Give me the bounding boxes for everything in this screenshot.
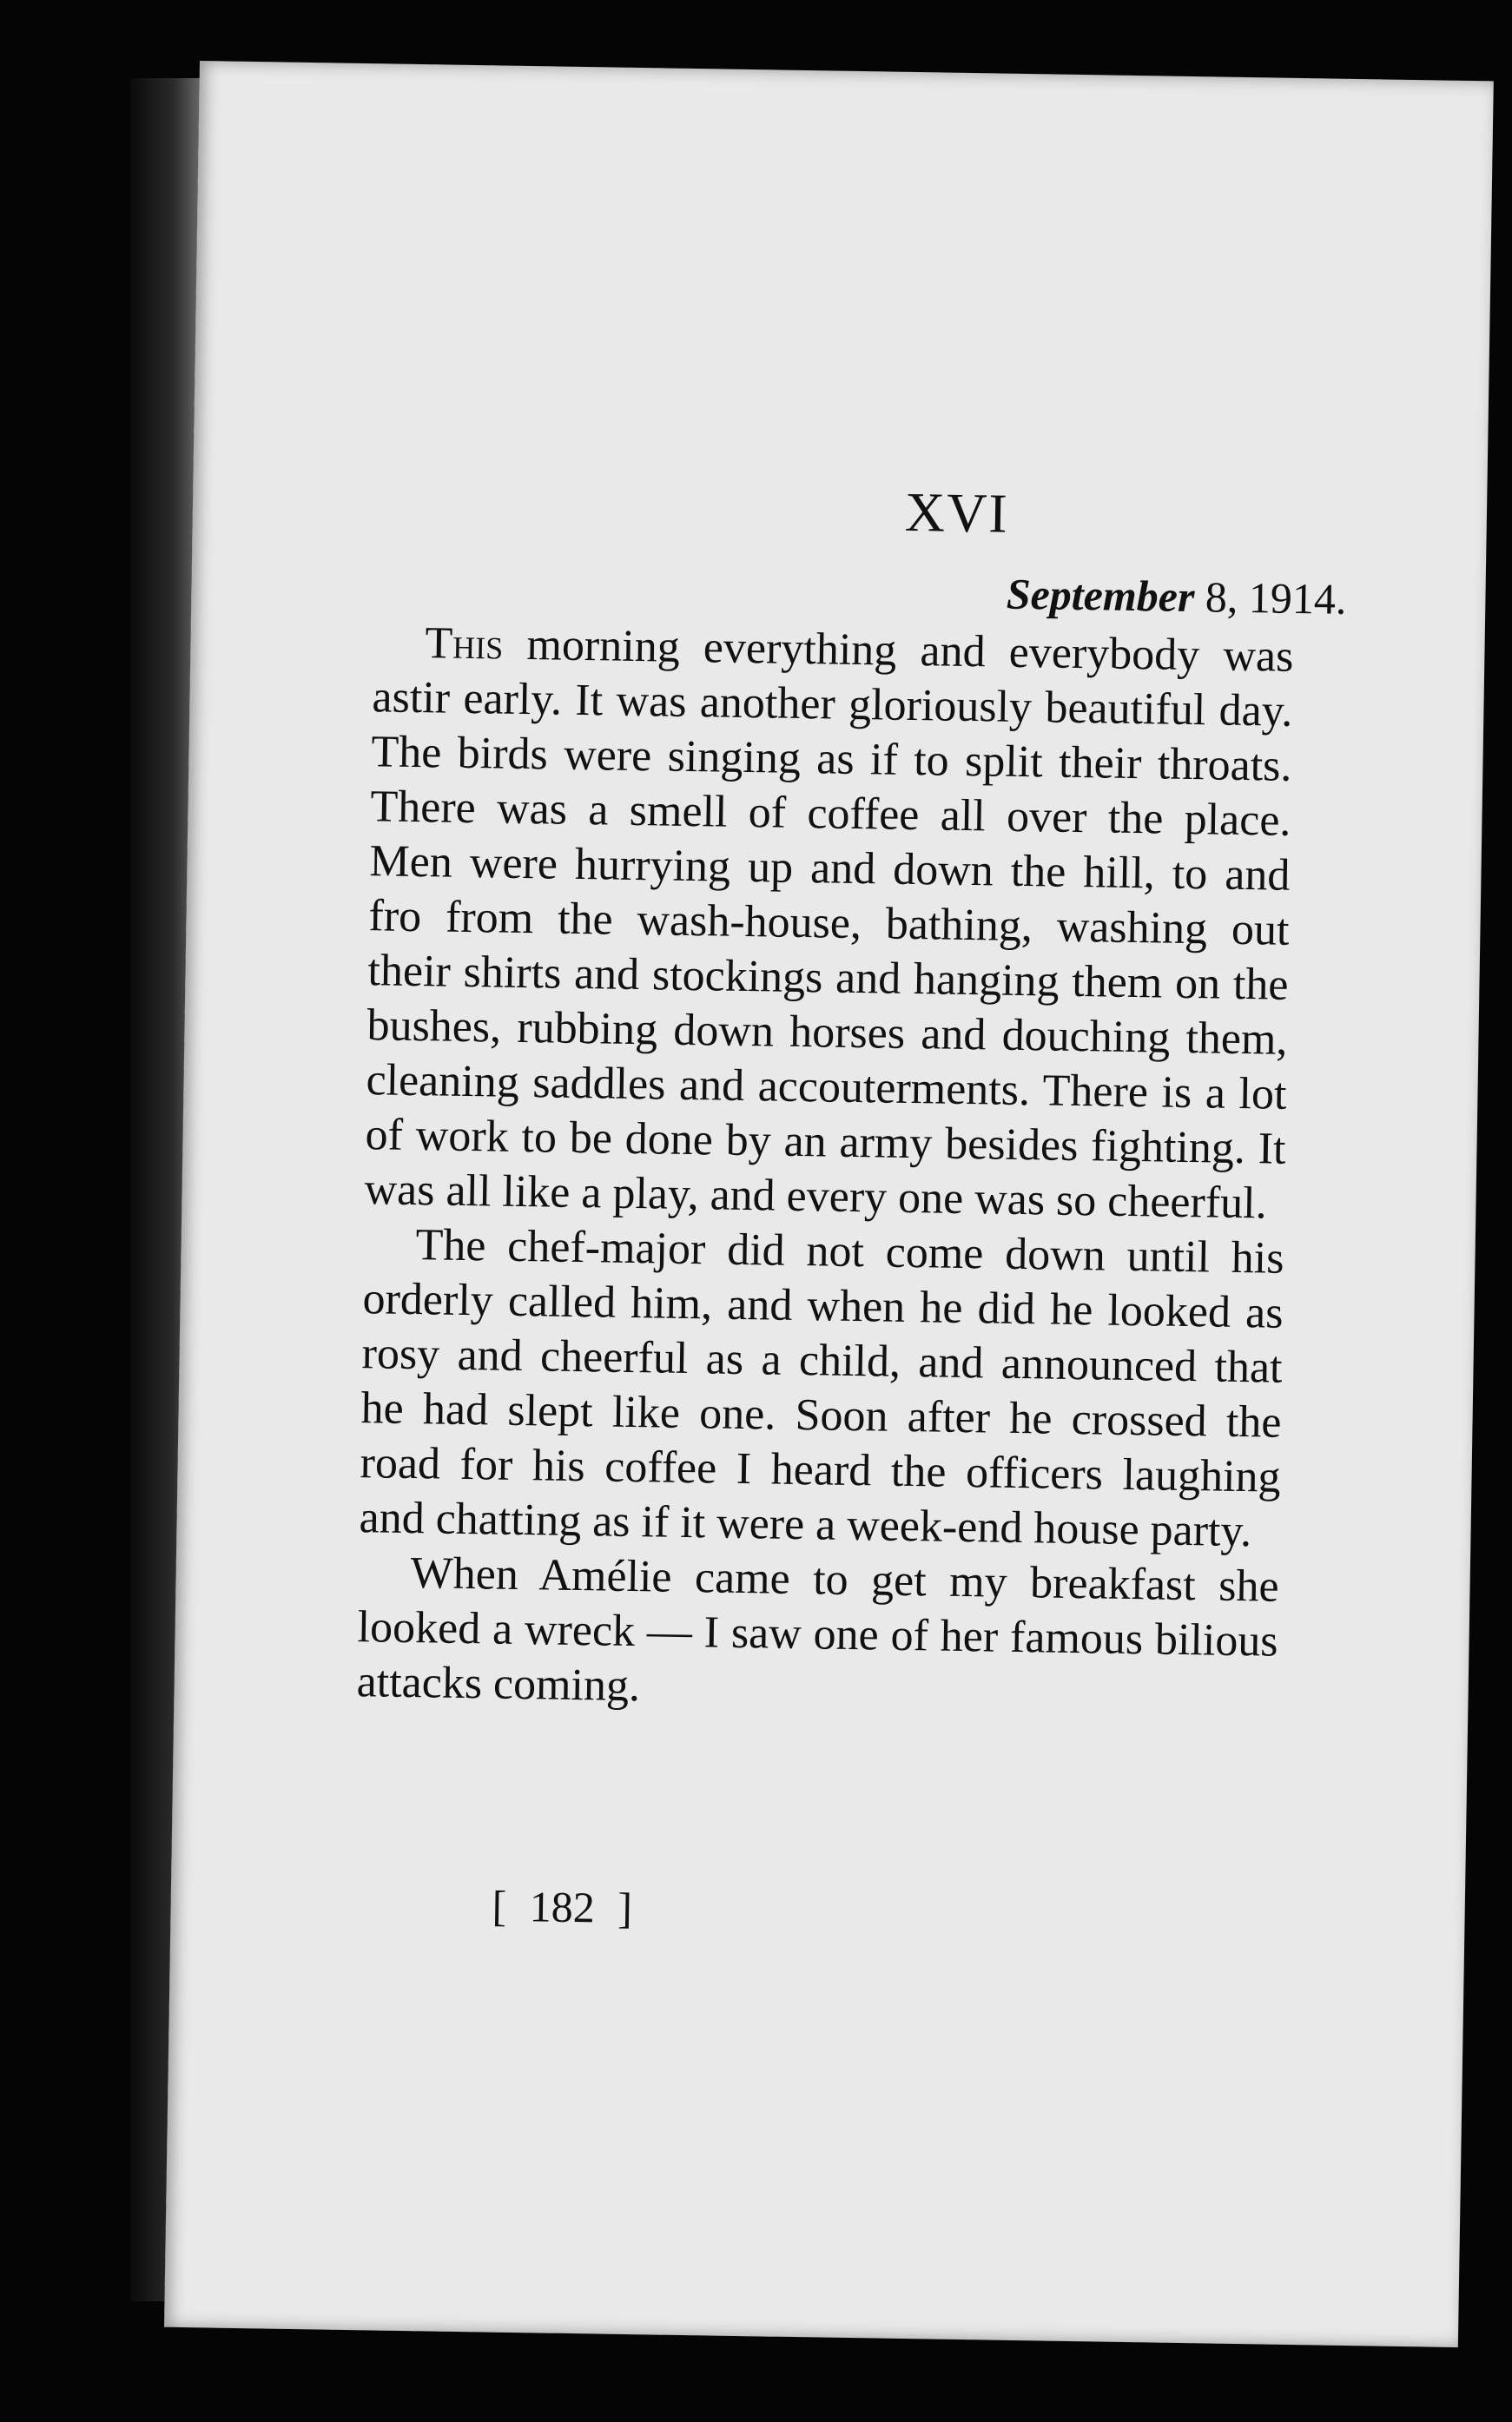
chapter-number: XVI xyxy=(904,480,1010,544)
paragraph-3: When Amélie came to get my breakfast she looked a wreck — I saw one of her famous bilious attacks coming. xyxy=(356,1548,1279,1712)
paragraph-lead-word: This xyxy=(425,618,504,670)
body-text xyxy=(356,615,1294,1723)
date-rest: 8, 1914. xyxy=(1194,572,1347,624)
page-number: [ 182 ] xyxy=(492,1881,633,1933)
book-page xyxy=(164,61,1494,2347)
paragraph-1 xyxy=(364,615,1294,1231)
date-month: September xyxy=(1006,569,1195,622)
paragraph-2: The chef-major did not come down until his orderly called him, and when he did he looked as rosy and cheerful as a child, and announced that he had slept like one. Soon after he crossed the road for his coffee I heard the officers laughing and chatting as if it were a week-end house party. xyxy=(359,1220,1284,1557)
date-line xyxy=(1006,569,1347,624)
paragraph-1-text: morning everything and everybody was astir early. It was another gloriously beautiful day. The birds were singing as if to split their throats. There was a smell of coffee all over the place. Men were hurrying up and down the hill, to and fro from the wash-house, bathing, washing out their shirts and stockings and hanging them on the bushes, rubbing down horses and douching them, cleaning saddles and accouterments. There is a lot of work to be done by an army besides fighting. It was all like a play, and every one was so cheerful. xyxy=(364,619,1294,1229)
